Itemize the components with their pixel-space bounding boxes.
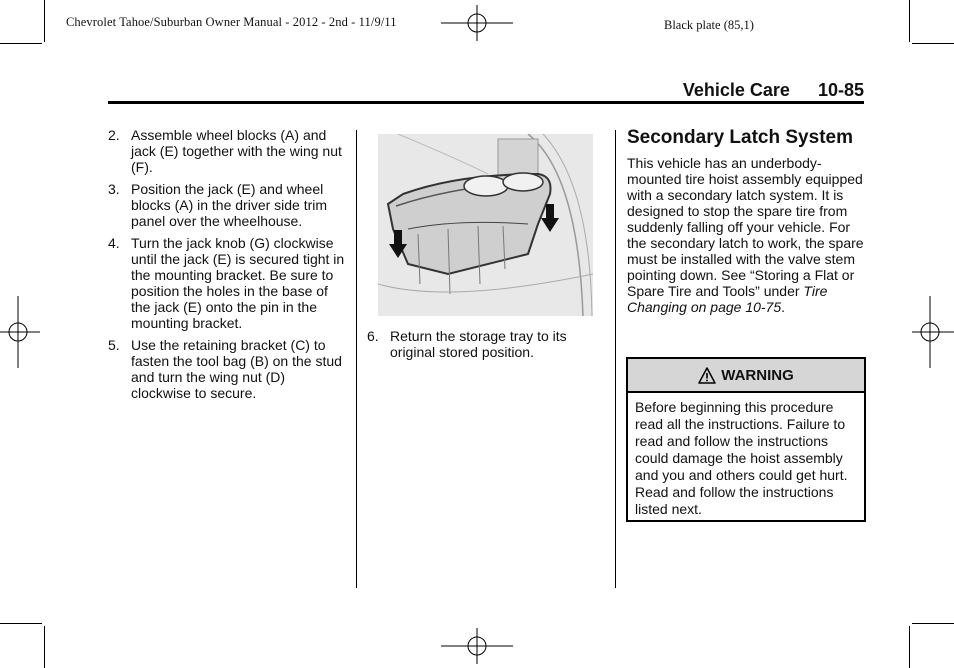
step-text: Assemble wheel blocks (A) and jack (E) together with the wing nut (F).: [131, 127, 342, 175]
list-item: [367, 328, 595, 360]
storage-tray-drawing: [378, 134, 593, 316]
registration-mark-icon: [441, 5, 513, 41]
crop-mark: [909, 0, 910, 42]
list-item: [108, 235, 346, 331]
step-number: 4.: [108, 235, 120, 251]
paragraph-text: This vehicle has an underbody-mounted tire hoist assembly equipped with a secondary latch system. It is designed to stop the spare tire from suddenly falling off your vehicle. For the secondary latch to work, the spare must be installed with the valve stem pointing down. See “Storing a Flat or Spare Tire and Tools” under: [627, 155, 864, 299]
step-list: [367, 328, 595, 366]
step-number: 6.: [367, 328, 379, 344]
column-divider: [615, 130, 616, 588]
cross-reference: Tire Changing on page 10-75: [627, 283, 828, 315]
list-item: [108, 127, 346, 175]
warning-triangle-icon: [698, 367, 716, 384]
step-number: 2.: [108, 127, 120, 143]
registration-mark-icon: [441, 628, 513, 664]
body-paragraph: [627, 155, 865, 315]
crop-mark: [44, 626, 45, 668]
warning-header: [628, 359, 864, 393]
crop-mark: [909, 626, 910, 668]
list-item: [108, 337, 346, 401]
step-text: Turn the jack knob (G) clockwise until the jack (E) is secured tight in the mounting bracket. Be sure to position the holes in the base of the jack (E) onto the pin in the mounting bracket.: [131, 235, 345, 331]
step-number: 3.: [108, 181, 120, 197]
column-divider: [356, 130, 357, 588]
section-name: Vehicle Care: [682, 80, 790, 100]
crop-mark: [0, 623, 42, 624]
step-number: 5.: [108, 337, 120, 353]
warning-text: Before beginning this procedure read all the instructions. Failure to read and follow the instructions could damage the hoist assembly and you and others could get hurt. Read and follow the instructions listed next.: [635, 399, 848, 517]
storage-tray-illustration: [378, 134, 593, 316]
step-text: Return the storage tray to its original stored position.: [390, 328, 567, 360]
crop-mark: [0, 43, 42, 44]
step-list: [108, 127, 346, 407]
header-rule: [108, 101, 864, 104]
running-head: [683, 80, 864, 101]
print-slug: Chevrolet Tahoe/Suburban Owner Manual - 2012 - 2nd - 11/9/11: [66, 15, 397, 29]
warning-box: [626, 357, 866, 522]
page-number: 10-85: [817, 80, 864, 100]
step-text: Position the jack (E) and wheel blocks (A) in the driver side trim panel over the wheelhouse.: [131, 181, 328, 229]
warning-label: WARNING: [721, 366, 794, 384]
step-text: Use the retaining bracket (C) to fasten the tool bag (B) on the stud and turn the wing nut (D) clockwise to secure.: [131, 337, 342, 401]
paragraph-end: .: [781, 299, 786, 315]
plate-label: Black plate (85,1): [664, 18, 754, 32]
list-item: [108, 181, 346, 229]
crop-mark: [44, 0, 45, 42]
registration-mark-icon: [912, 296, 954, 368]
crop-mark: [912, 43, 954, 44]
crop-mark: [912, 623, 954, 624]
section-title: Secondary Latch System: [627, 127, 853, 148]
registration-mark-icon: [0, 296, 40, 368]
